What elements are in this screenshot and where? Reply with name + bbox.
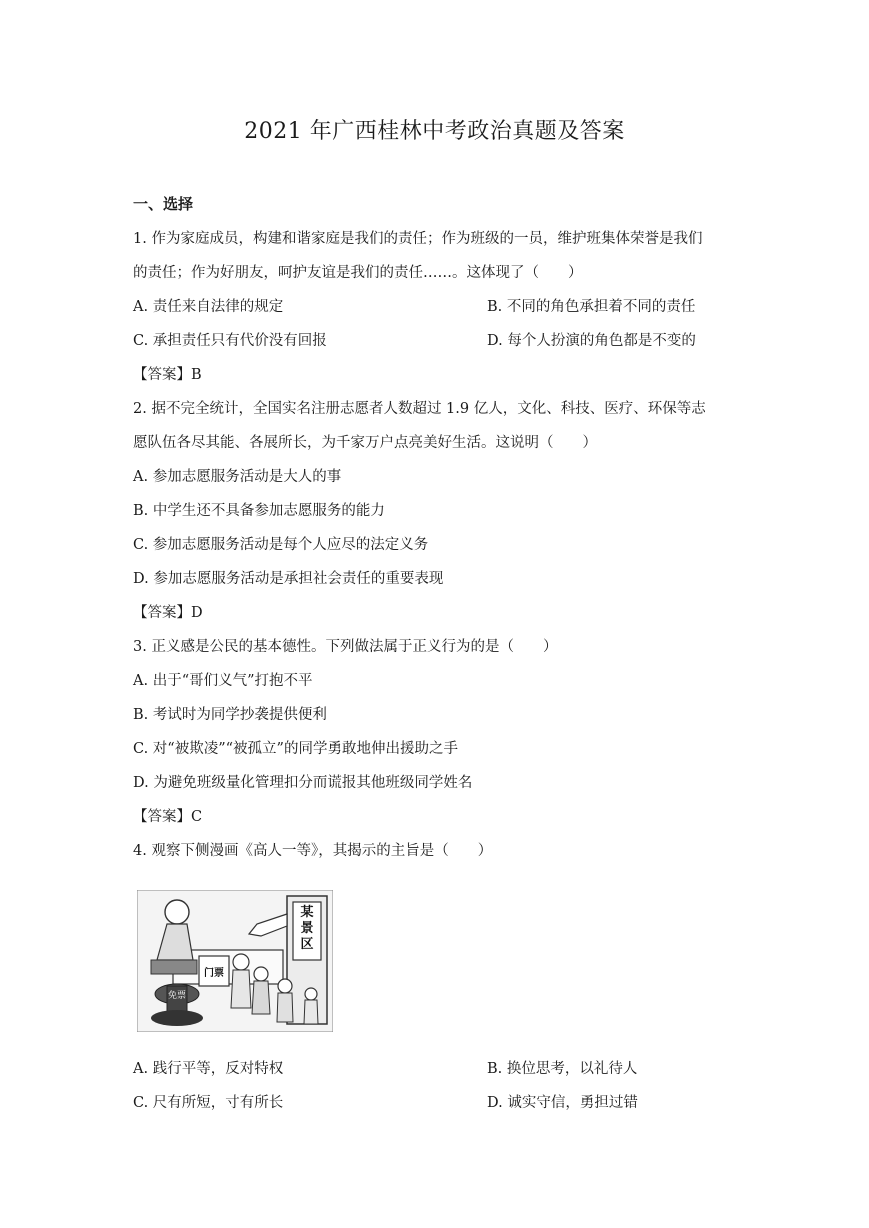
section-heading: 一、选择 [133,195,194,213]
question-4-stem: 4. 观察下侧漫画《高人一等》，其揭示的主旨是（ ） [133,843,493,859]
question-4-option-c: C. 尺有所短，寸有所长 [133,1095,284,1111]
page-title: 2021 年广西桂林中考政治真题及答案 [244,119,625,144]
question-1-stem-line-2: 的责任；作为好朋友，呵护友谊是我们的责任……。这体现了（ ） [133,265,583,281]
question-2-stem-line-1: 2. 据不完全统计，全国实名注册志愿者人数超过 1.9 亿人，文化、科技、医疗、环保等志 [133,401,706,417]
question-2-option-b: B. 中学生还不具备参加志愿服务的能力 [133,503,385,519]
question-3-option-d: D. 为避免班级量化管理扣分而谎报其他班级同学姓名 [133,775,473,791]
cartoon-illustration [137,890,333,1032]
question-4-option-a: A. 践行平等，反对特权 [133,1061,284,1077]
question-1-option-a: A. 责任来自法律的规定 [133,299,284,315]
question-2-option-c: C. 参加志愿服务活动是每个人应尽的法定义务 [133,537,429,553]
question-2-option-a: A. 参加志愿服务活动是大人的事 [133,469,342,485]
question-1-option-b: B. 不同的角色承担着不同的责任 [487,299,696,315]
question-4-option-d: D. 诚实守信，勇担过错 [487,1095,638,1111]
question-2-stem-line-2: 愿队伍各尽其能、各展所长，为千家万户点亮美好生活。这说明（ ） [133,435,597,451]
scenic-sign-char-1: 某景区 [300,905,314,952]
free-ticket-label: 免票 [167,991,187,1001]
question-2-option-d: D. 参加志愿服务活动是承担社会责任的重要表现 [133,571,444,587]
question-3-option-a: A. 出于“哥们义气”打抱不平 [133,673,313,689]
question-3-option-b: B. 考试时为同学抄袭提供便利 [133,707,327,723]
question-1-answer: 【答案】B [133,367,202,383]
question-3-answer: 【答案】C [133,809,203,825]
question-1-option-c: C. 承担责任只有代价没有回报 [133,333,327,349]
question-1-option-d: D. 每个人扮演的角色都是不变的 [487,333,696,349]
question-2-answer: 【答案】D [133,605,203,621]
question-3-stem: 3. 正义感是公民的基本德性。下列做法属于正义行为的是（ ） [133,639,558,655]
question-1-stem-line-1: 1. 作为家庭成员，构建和谐家庭是我们的责任；作为班级的一员，维护班集体荣誉是我们 [133,231,703,247]
question-3-option-c: C. 对“被欺凌”“被孤立”的同学勇敢地伸出援助之手 [133,741,458,757]
question-4-option-b: B. 换位思考，以礼待人 [487,1061,638,1077]
ticket-label: 门票 [204,968,224,979]
